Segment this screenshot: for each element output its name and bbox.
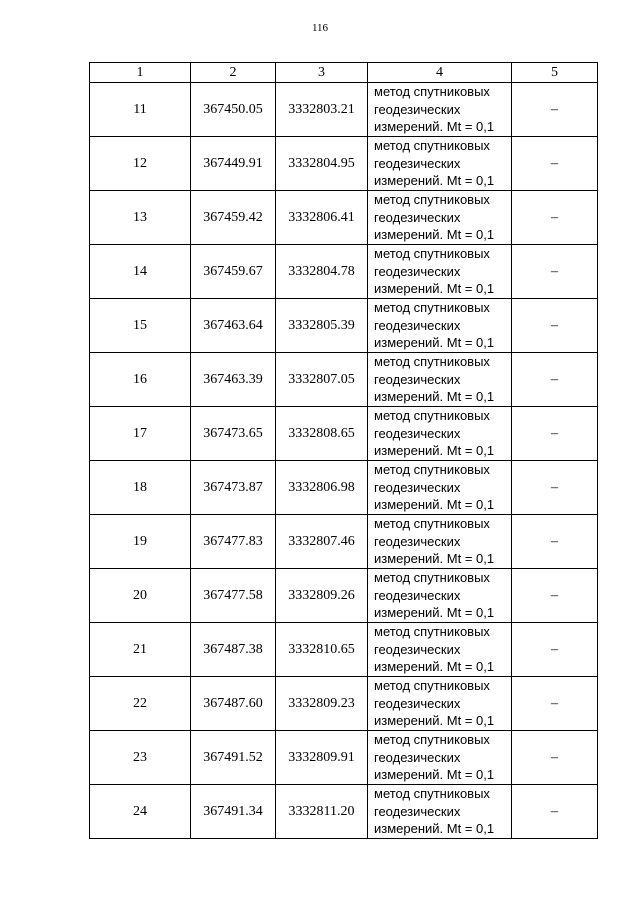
page-number: 116 <box>311 22 329 34</box>
x-coordinate-cell: 367487.60 <box>191 677 276 731</box>
note-cell: – <box>512 353 598 407</box>
table-row <box>90 623 598 677</box>
method-line: геодезических <box>374 749 461 765</box>
table-row <box>90 461 598 515</box>
point-number-cell: 23 <box>90 731 191 785</box>
table-row <box>90 515 598 569</box>
note-cell: – <box>512 191 598 245</box>
x-coordinate-cell: 367459.42 <box>191 191 276 245</box>
note-cell: – <box>512 623 598 677</box>
x-coordinate-cell: 367449.91 <box>191 137 276 191</box>
method-line: геодезических <box>374 317 461 333</box>
method-cell <box>368 785 512 839</box>
point-number-cell: 22 <box>90 677 191 731</box>
note-cell: – <box>512 83 598 137</box>
point-number-cell: 17 <box>90 407 191 461</box>
column-header-5: 5 <box>512 63 598 83</box>
method-line: геодезических <box>374 533 461 549</box>
y-coordinate-cell: 3332809.23 <box>276 677 368 731</box>
method-line: измерений. Mt = 0,1 <box>374 821 495 837</box>
method-cell <box>368 191 512 245</box>
method-cell <box>368 407 512 461</box>
note-cell: – <box>512 677 598 731</box>
note-cell: – <box>512 407 598 461</box>
method-line: метод спутниковых <box>374 678 490 694</box>
method-line: геодезических <box>374 263 461 279</box>
method-line: измерений. Mt = 0,1 <box>374 173 495 189</box>
x-coordinate-cell: 367487.38 <box>191 623 276 677</box>
method-line: измерений. Mt = 0,1 <box>374 389 495 405</box>
column-header-2: 2 <box>191 63 276 83</box>
method-cell <box>368 569 512 623</box>
y-coordinate-cell: 3332807.05 <box>276 353 368 407</box>
x-coordinate-cell: 367491.34 <box>191 785 276 839</box>
table-body <box>90 83 598 839</box>
table-row <box>90 137 598 191</box>
point-number-cell: 13 <box>90 191 191 245</box>
method-line: измерений. Mt = 0,1 <box>374 713 495 729</box>
x-coordinate-cell: 367459.67 <box>191 245 276 299</box>
note-cell: – <box>512 299 598 353</box>
point-number-cell: 15 <box>90 299 191 353</box>
column-header-3: 3 <box>276 63 368 83</box>
method-line: метод спутниковых <box>374 786 490 802</box>
y-coordinate-cell: 3332806.98 <box>276 461 368 515</box>
x-coordinate-cell: 367463.64 <box>191 299 276 353</box>
method-line: метод спутниковых <box>374 138 490 154</box>
x-coordinate-cell: 367477.83 <box>191 515 276 569</box>
method-line: измерений. Mt = 0,1 <box>374 443 495 459</box>
method-line: измерений. Mt = 0,1 <box>374 119 495 135</box>
note-cell: – <box>512 515 598 569</box>
y-coordinate-cell: 3332803.21 <box>276 83 368 137</box>
table-row <box>90 245 598 299</box>
note-cell: – <box>512 785 598 839</box>
column-header-4: 4 <box>368 63 512 83</box>
method-line: метод спутниковых <box>374 192 490 208</box>
table-row <box>90 569 598 623</box>
table-row <box>90 83 598 137</box>
method-line: измерений. Mt = 0,1 <box>374 605 495 621</box>
method-cell <box>368 731 512 785</box>
method-line: метод спутниковых <box>374 624 490 640</box>
y-coordinate-cell: 3332811.20 <box>276 785 368 839</box>
note-cell: – <box>512 137 598 191</box>
point-number-cell: 24 <box>90 785 191 839</box>
method-line: измерений. Mt = 0,1 <box>374 281 495 297</box>
method-line: метод спутниковых <box>374 408 490 424</box>
method-line: геодезических <box>374 803 461 819</box>
table-row <box>90 299 598 353</box>
x-coordinate-cell: 367491.52 <box>191 731 276 785</box>
x-coordinate-cell: 367450.05 <box>191 83 276 137</box>
y-coordinate-cell: 3332804.95 <box>276 137 368 191</box>
note-cell: – <box>512 731 598 785</box>
method-cell <box>368 461 512 515</box>
point-number-cell: 18 <box>90 461 191 515</box>
x-coordinate-cell: 367477.58 <box>191 569 276 623</box>
y-coordinate-cell: 3332807.46 <box>276 515 368 569</box>
note-cell: – <box>512 569 598 623</box>
method-line: метод спутниковых <box>374 570 490 586</box>
method-line: метод спутниковых <box>374 246 490 262</box>
method-line: геодезических <box>374 155 461 171</box>
method-line: измерений. Mt = 0,1 <box>374 497 495 513</box>
method-cell <box>368 299 512 353</box>
y-coordinate-cell: 3332804.78 <box>276 245 368 299</box>
method-line: геодезических <box>374 209 461 225</box>
point-number-cell: 21 <box>90 623 191 677</box>
method-line: геодезических <box>374 695 461 711</box>
method-cell <box>368 677 512 731</box>
method-line: метод спутниковых <box>374 462 490 478</box>
method-cell <box>368 623 512 677</box>
method-line: измерений. Mt = 0,1 <box>374 335 495 351</box>
table-header-row <box>90 63 598 83</box>
table-row <box>90 191 598 245</box>
point-number-cell: 16 <box>90 353 191 407</box>
method-line: метод спутниковых <box>374 354 490 370</box>
method-line: метод спутниковых <box>374 516 490 532</box>
x-coordinate-cell: 367473.65 <box>191 407 276 461</box>
point-number-cell: 14 <box>90 245 191 299</box>
y-coordinate-cell: 3332810.65 <box>276 623 368 677</box>
method-line: метод спутниковых <box>374 732 490 748</box>
method-line: геодезических <box>374 371 461 387</box>
point-number-cell: 12 <box>90 137 191 191</box>
method-cell <box>368 137 512 191</box>
method-line: измерений. Mt = 0,1 <box>374 767 495 783</box>
column-header-1: 1 <box>90 63 191 83</box>
point-number-cell: 20 <box>90 569 191 623</box>
coordinates-table <box>89 62 598 839</box>
method-line: измерений. Mt = 0,1 <box>374 551 495 567</box>
y-coordinate-cell: 3332808.65 <box>276 407 368 461</box>
method-line: геодезических <box>374 101 461 117</box>
table-row <box>90 407 598 461</box>
table-row <box>90 677 598 731</box>
table-row <box>90 731 598 785</box>
method-cell <box>368 245 512 299</box>
method-line: геодезических <box>374 425 461 441</box>
method-cell <box>368 515 512 569</box>
y-coordinate-cell: 3332805.39 <box>276 299 368 353</box>
method-cell <box>368 83 512 137</box>
x-coordinate-cell: 367463.39 <box>191 353 276 407</box>
table-row <box>90 785 598 839</box>
note-cell: – <box>512 461 598 515</box>
method-line: метод спутниковых <box>374 300 490 316</box>
method-line: измерений. Mt = 0,1 <box>374 659 495 675</box>
y-coordinate-cell: 3332809.26 <box>276 569 368 623</box>
method-line: измерений. Mt = 0,1 <box>374 227 495 243</box>
point-number-cell: 19 <box>90 515 191 569</box>
method-line: геодезических <box>374 641 461 657</box>
table-row <box>90 353 598 407</box>
point-number-cell: 11 <box>90 83 191 137</box>
method-line: геодезических <box>374 479 461 495</box>
method-line: геодезических <box>374 587 461 603</box>
method-line: метод спутниковых <box>374 84 490 100</box>
y-coordinate-cell: 3332809.91 <box>276 731 368 785</box>
method-cell <box>368 353 512 407</box>
y-coordinate-cell: 3332806.41 <box>276 191 368 245</box>
note-cell: – <box>512 245 598 299</box>
x-coordinate-cell: 367473.87 <box>191 461 276 515</box>
